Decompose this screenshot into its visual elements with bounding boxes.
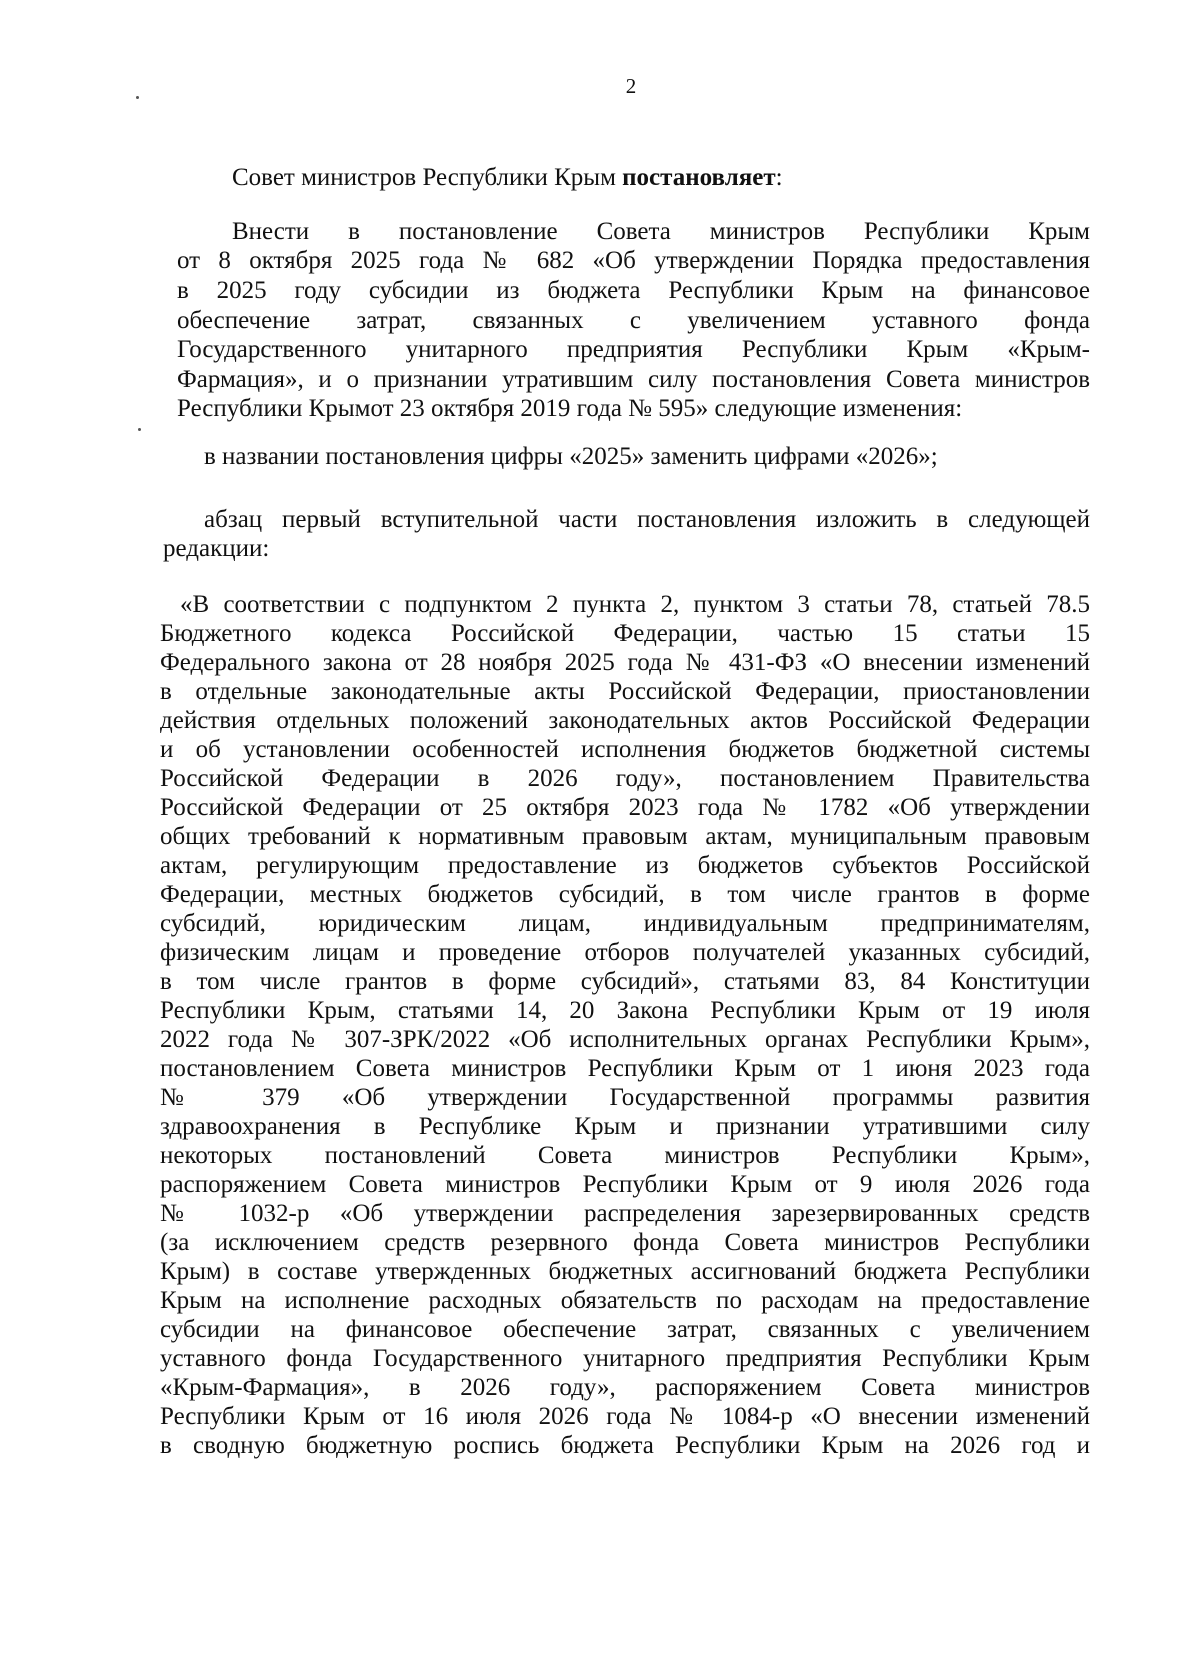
- para1-line: в 2025 году субсидии из бюджета Республики Крым на финансовое: [177, 277, 1090, 304]
- para4-line: Республики Крым от 16 июля 2026 года № 1084-р «О внесении изменений: [160, 1403, 1090, 1430]
- para3-line: редакции:: [163, 535, 270, 562]
- para4-line: Федерального закона от 28 ноября 2025 года № 431-ФЗ «О внесении изменений: [160, 649, 1090, 676]
- para4-line: и об установлении особенностей исполнения бюджетов бюджетной системы: [160, 736, 1090, 763]
- scan-speck: [136, 96, 139, 99]
- para1-line: Республики Крымот 23 октября 2019 года № 595» следующие изменения:: [177, 395, 963, 422]
- para4-line: № 379 «Об утверждении Государственной программы развития: [160, 1084, 1090, 1111]
- para4-line: Крым) в составе утвержденных бюджетных ассигнований бюджета Республики: [160, 1258, 1090, 1285]
- para4-line: 2022 года № 307-ЗРК/2022 «Об исполнительных органах Республики Крым»,: [160, 1026, 1090, 1053]
- para4-line: физическим лицам и проведение отборов получателей указанных субсидий,: [160, 939, 1090, 966]
- para1-line: Фармация», и о признании утратившим силу постановления Совета министров: [177, 366, 1090, 393]
- para4-line: уставного фонда Государственного унитарного предприятия Республики Крым: [160, 1345, 1090, 1372]
- para1-line: обеспечение затрат, связанных с увеличением уставного фонда: [177, 307, 1090, 334]
- para4-line: в отдельные законодательные акты Российской Федерации, приостановлении: [160, 678, 1090, 705]
- para4-line: «Крым-Фармация», в 2026 году», распоряжением Совета министров: [160, 1374, 1090, 1401]
- para4-line: актам, регулирующим предоставление из бюджетов субъектов Российской: [160, 852, 1090, 879]
- para4-line: Крым на исполнение расходных обязательств по расходам на предоставление: [160, 1287, 1090, 1314]
- para3-line: абзац первый вступительной части постановления изложить в следующей: [204, 506, 1090, 533]
- para4-line: субсидии на финансовое обеспечение затрат, связанных с увеличением: [160, 1316, 1090, 1343]
- para4-line: в том числе грантов в форме субсидий», статьями 83, 84 Конституции: [160, 968, 1090, 995]
- para4-line: № 1032-р «Об утверждении распределения зарезервированных средств: [160, 1200, 1090, 1227]
- para4-line: Бюджетного кодекса Российской Федерации, частью 15 статьи 15: [160, 620, 1090, 647]
- scan-speck: [138, 428, 141, 431]
- para1-line: от 8 октября 2025 года № 682 «Об утверждении Порядка предоставления: [177, 247, 1090, 274]
- para4-line: субсидий, юридическим лицам, индивидуальным предпринимателям,: [160, 910, 1090, 937]
- para4-line: Республики Крым, статьями 14, 20 Закона Республики Крым от 19 июля: [160, 997, 1090, 1024]
- preamble-bold: постановляет: [622, 164, 776, 191]
- para4-line: общих требований к нормативным правовым актам, муниципальным правовым: [160, 823, 1090, 850]
- preamble-colon: :: [775, 164, 783, 191]
- preamble: [232, 163, 783, 193]
- para1-line: Государственного унитарного предприятия Республики Крым «Крым-: [177, 336, 1090, 363]
- para4-line: постановлением Совета министров Республики Крым от 1 июня 2023 года: [160, 1055, 1090, 1082]
- para4-line: Российской Федерации в 2026 году», постановлением Правительства: [160, 765, 1090, 792]
- para4-line: в сводную бюджетную роспись бюджета Республики Крым на 2026 год и: [160, 1432, 1090, 1459]
- para4-line: «В соответствии с подпунктом 2 пункта 2, пунктом 3 статьи 78, статьей 78.5: [180, 591, 1090, 618]
- para2: в названии постановления цифры «2025» заменить цифрами «2026»;: [204, 443, 938, 470]
- page-number: 2: [625, 74, 637, 98]
- para4-line: действия отдельных положений законодательных актов Российской Федерации: [160, 707, 1090, 734]
- para1-line: Внести в постановление Совета министров Республики Крым: [232, 218, 1090, 245]
- para4-line: (за исключением средств резервного фонда Совета министров Республики: [160, 1229, 1090, 1256]
- para4-line: распоряжением Совета министров Республики Крым от 9 июля 2026 года: [160, 1171, 1090, 1198]
- para4-line: Российской Федерации от 25 октября 2023 года № 1782 «Об утверждении: [160, 794, 1090, 821]
- para4-line: Федерации, местных бюджетов субсидий, в том числе грантов в форме: [160, 881, 1090, 908]
- para4-line: здравоохранения в Республике Крым и признании утратившими силу: [160, 1113, 1090, 1140]
- preamble-text: Совет министров Республики Крым: [232, 164, 623, 191]
- para4-line: некоторых постановлений Совета министров Республики Крым»,: [160, 1142, 1090, 1169]
